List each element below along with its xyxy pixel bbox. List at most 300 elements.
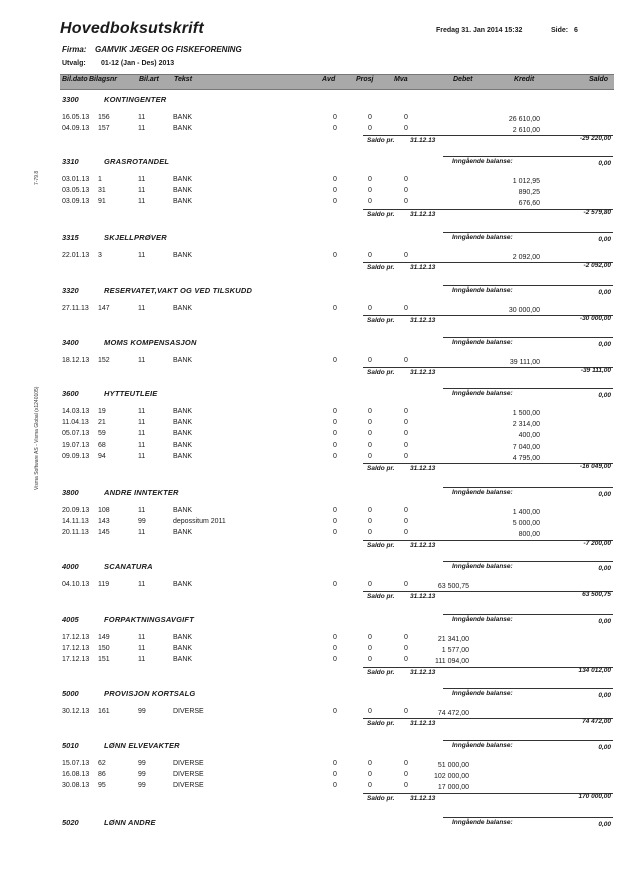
row-avd: 0 [333,187,337,195]
row-prosj: 0 [368,441,372,449]
account-name: RESERVATET,VAKT OG VED TILSKUDD [104,286,253,295]
row-text: BANK [173,634,193,641]
balance-rule [443,388,613,389]
col-prosj: Prosj [356,76,374,83]
saldo-label: Saldo pr. [367,137,395,145]
row-mva: 0 [404,252,408,259]
saldo-label: Saldo pr. [367,264,395,272]
row-mva: 0 [404,518,408,526]
row-date: 15.07.13 [62,760,90,767]
saldo-rule [363,793,613,794]
account-number: 3600 [62,389,79,398]
row-debet: 17 000,00 [437,784,469,792]
row-mva: 0 [404,708,408,715]
row-mva: 0 [404,125,408,133]
row-voucher-type: 11 [138,176,146,183]
saldo-value: -7 200,00 [583,539,611,547]
row-avd: 0 [333,441,337,449]
saldo-label: Saldo pr. [367,720,395,728]
saldo-date: 31.12.13 [410,369,436,377]
row-prosj: 0 [368,782,372,790]
row-date: 03.09.13 [62,198,90,206]
opening-balance-label: Inngående balanse: [452,489,513,496]
balance-rule [443,561,613,562]
saldo-value: -30 000,00 [579,315,611,323]
row-voucher-type: 99 [138,518,146,526]
saldo-value: -39 111,00 [580,367,611,375]
saldo-value: -2 092,00 [583,262,611,270]
row-avd: 0 [333,708,337,715]
saldo-value: 74 472,00 [582,718,611,726]
row-avd: 0 [333,656,337,664]
row-voucher-no: 143 [98,518,110,526]
row-prosj: 0 [368,125,372,133]
saldo-label: Saldo pr. [367,465,395,472]
row-prosj: 0 [368,305,372,312]
row-voucher-type: 11 [138,441,146,449]
page-number-value: 6 [573,27,578,34]
row-date: 03.05.13 [62,187,90,195]
row-text: BANK [173,176,193,183]
row-date: 05.07.13 [62,430,90,438]
row-mva: 0 [404,760,408,767]
row-date: 30.08.13 [62,782,90,790]
row-prosj: 0 [368,430,372,438]
saldo-date: 31.12.13 [410,794,436,802]
row-avd: 0 [333,305,337,312]
row-prosj: 0 [368,176,372,183]
row-text: BANK [173,125,193,133]
saldo-date: 31.12.13 [410,137,436,145]
account-number: 5020 [62,818,79,827]
row-mva: 0 [404,305,408,312]
row-avd: 0 [333,507,337,514]
saldo-rule [363,718,613,719]
row-kredit: 26 610,00 [508,116,540,123]
row-mva: 0 [404,419,408,427]
row-text: DIVERSE [173,708,204,715]
row-voucher-no: 62 [98,760,106,767]
row-voucher-no: 68 [98,441,106,449]
account-number: 5000 [62,689,79,698]
col-tekst: Tekst [174,76,193,83]
saldo-date: 31.12.13 [410,541,436,549]
row-date: 14.11.13 [62,518,89,526]
row-text: BANK [173,187,193,195]
account-name: SCANATURA [104,562,153,571]
row-voucher-no: 94 [98,452,106,460]
row-debet: 63 500,75 [437,583,469,590]
row-date: 09.09.13 [62,452,90,460]
row-mva: 0 [404,114,408,121]
saldo-rule [363,262,613,263]
row-text: BANK [173,305,193,312]
row-date: 18.12.13 [62,357,90,364]
row-kredit: 7 040,00 [512,443,540,451]
row-voucher-no: 152 [98,357,110,364]
row-mva: 0 [404,645,408,653]
saldo-label: Saldo pr. [367,317,395,325]
saldo-date: 31.12.13 [410,593,436,601]
row-date: 16.05.13 [62,114,90,121]
row-text: BANK [173,656,193,664]
row-avd: 0 [333,430,337,438]
saldo-rule [363,591,613,592]
opening-balance-label: Inngående balanse: [452,390,513,397]
row-mva: 0 [404,581,408,588]
saldo-value: -29 220,00 [579,135,611,143]
row-voucher-type: 99 [138,782,146,790]
saldo-label: Saldo pr. [367,593,395,601]
row-voucher-type: 99 [138,760,146,767]
saldo-rule [363,463,613,464]
saldo-value: -16 049,00 [579,463,611,470]
row-prosj: 0 [368,656,372,664]
row-voucher-no: 151 [98,656,110,664]
row-voucher-no: 157 [98,125,110,133]
row-prosj: 0 [368,529,372,537]
opening-balance-value: 0,00 [598,341,611,348]
saldo-rule [363,367,613,368]
row-kredit: 890,25 [518,189,540,197]
row-voucher-type: 11 [138,430,146,438]
row-voucher-no: 19 [98,408,106,415]
row-date: 27.11.13 [62,305,89,312]
row-text: BANK [173,529,193,537]
row-voucher-no: 91 [98,198,106,206]
account-number: 5010 [62,741,79,750]
row-voucher-no: 108 [98,507,110,514]
row-date: 04.09.13 [62,125,90,133]
row-prosj: 0 [368,507,372,514]
row-avd: 0 [333,408,337,415]
row-prosj: 0 [368,357,372,364]
row-text: DIVERSE [173,760,204,767]
row-mva: 0 [404,187,408,195]
saldo-label: Saldo pr. [367,541,395,549]
row-voucher-no: 95 [98,782,106,790]
row-debet: 1 577,00 [441,647,469,655]
opening-balance-label: Inngående balanse: [452,234,513,241]
balance-rule [443,232,613,233]
row-avd: 0 [333,125,337,133]
saldo-value: 134 012,00 [578,666,611,674]
opening-balance-label: Inngående balanse: [452,690,513,697]
row-date: 11.04.13 [62,419,89,427]
saldo-label: Saldo pr. [367,210,395,218]
row-kredit: 1 400,00 [512,509,540,516]
opening-balance-label: Inngående balanse: [452,616,513,623]
row-avd: 0 [333,357,337,364]
account-number: 3315 [62,233,79,242]
row-voucher-type: 11 [138,529,146,537]
row-voucher-type: 99 [138,708,146,715]
row-prosj: 0 [368,114,372,121]
saldo-date: 31.12.13 [410,668,436,676]
margin-code: 7-79.8 [34,170,40,185]
balance-rule [443,156,613,157]
account-name: LØNN ANDRE [104,818,156,827]
row-voucher-no: 21 [98,419,106,427]
col-bilagsnr: Bilagsnr [89,76,118,83]
row-kredit: 5 000,00 [512,520,540,528]
firma-value: GAMVIK JÆGER OG FISKEFORENING [95,45,242,54]
opening-balance-value: 0,00 [598,236,611,243]
saldo-rule [363,135,613,136]
row-voucher-type: 11 [138,419,146,427]
row-prosj: 0 [368,771,372,779]
account-name: SKJELLPRØVER [104,233,167,242]
opening-balance-label: Inngående balanse: [452,742,513,749]
saldo-rule [363,209,613,210]
row-voucher-no: 59 [98,430,106,438]
row-mva: 0 [404,430,408,438]
row-voucher-type: 11 [138,656,146,664]
row-avd: 0 [333,760,337,767]
row-avd: 0 [333,771,337,779]
row-voucher-type: 11 [138,357,146,364]
opening-balance-value: 0,00 [598,160,611,167]
saldo-date: 31.12.13 [410,720,436,728]
utvalg-label: Utvalg: [62,60,86,67]
print-date: Fredag 31. Jan 2014 15:32 [436,27,523,34]
row-voucher-type: 11 [138,408,146,415]
row-text: BANK [173,198,193,206]
row-date: 14.03.13 [62,408,90,415]
row-avd: 0 [333,419,337,427]
col-bildato: Bil.dato [62,76,88,83]
row-mva: 0 [404,198,408,206]
row-text: BANK [173,252,193,259]
row-mva: 0 [404,656,408,664]
col-debet: Debet [453,76,473,83]
row-voucher-no: 161 [98,708,110,715]
row-mva: 0 [404,507,408,514]
row-voucher-type: 11 [138,452,146,460]
row-kredit: 39 111,00 [509,359,540,366]
row-text: BANK [173,357,193,364]
account-number: 4005 [62,615,79,624]
row-kredit: 4 795,00 [512,454,540,462]
row-voucher-type: 11 [138,198,146,206]
row-voucher-no: 86 [98,771,106,779]
row-avd: 0 [333,645,337,653]
row-voucher-type: 99 [138,771,146,779]
row-mva: 0 [404,634,408,641]
account-name: LØNN ELVEVAKTER [104,741,180,750]
row-mva: 0 [404,357,408,364]
row-voucher-no: 147 [98,305,110,312]
row-date: 17.12.13 [62,645,90,653]
row-prosj: 0 [368,408,372,415]
col-bilart: Bil.art [139,76,159,83]
account-number: 3300 [62,95,79,104]
row-voucher-no: 145 [98,529,110,537]
account-name: FORPAKTNINGSAVGIFT [104,615,194,624]
row-text: depossitum 2011 [173,518,226,526]
row-text: BANK [173,114,193,121]
saldo-date: 31.12.13 [410,317,436,325]
row-voucher-type: 11 [138,581,146,588]
row-avd: 0 [333,782,337,790]
opening-balance-label: Inngående balanse: [452,158,513,165]
row-avd: 0 [333,529,337,537]
row-voucher-no: 119 [98,581,110,588]
row-kredit: 1 012,95 [512,178,540,185]
row-prosj: 0 [368,518,372,526]
row-avd: 0 [333,634,337,641]
row-prosj: 0 [368,760,372,767]
saldo-rule [363,540,613,541]
opening-balance-value: 0,00 [598,821,611,828]
row-voucher-type: 11 [138,187,146,195]
account-number: 4000 [62,562,79,571]
row-voucher-type: 11 [138,645,146,653]
row-avd: 0 [333,518,337,526]
opening-balance-label: Inngående balanse: [452,339,513,346]
margin-software-note: Visma Software AS - Visma Global (x1240105) [34,386,40,490]
row-avd: 0 [333,114,337,121]
account-number: 3400 [62,338,79,347]
row-date: 16.08.13 [62,771,90,779]
account-name: MOMS KOMPENSASJON [104,338,197,347]
row-date: 22.01.13 [62,252,90,259]
row-date: 17.12.13 [62,634,90,641]
row-text: BANK [173,441,193,449]
firma-label: Firma: [62,45,87,54]
col-kredit: Kredit [514,76,535,83]
opening-balance-value: 0,00 [598,744,611,751]
row-text: BANK [173,581,193,588]
row-voucher-type: 11 [138,125,146,133]
row-text: DIVERSE [173,771,204,779]
row-mva: 0 [404,452,408,460]
row-mva: 0 [404,529,408,537]
row-voucher-no: 150 [98,645,110,653]
opening-balance-label: Inngående balanse: [452,819,513,826]
row-kredit: 2 092,00 [512,254,540,261]
row-date: 19.07.13 [62,441,90,449]
row-avd: 0 [333,452,337,460]
account-name: HYTTEUTLEIE [104,389,158,398]
row-prosj: 0 [368,252,372,259]
row-date: 20.09.13 [62,507,90,514]
row-text: BANK [173,419,193,427]
row-avd: 0 [333,581,337,588]
row-voucher-type: 11 [138,252,146,259]
page-number [551,27,578,34]
balance-rule [443,285,613,286]
saldo-date: 31.12.13 [410,465,436,472]
saldo-label: Saldo pr. [367,794,395,802]
row-avd: 0 [333,176,337,183]
row-kredit: 2 610,00 [512,127,540,135]
opening-balance-value: 0,00 [598,618,611,625]
col-avd: Avd [322,76,336,83]
row-text: BANK [173,452,193,460]
row-prosj: 0 [368,187,372,195]
opening-balance-value: 0,00 [598,692,611,699]
row-text: BANK [173,507,193,514]
row-debet: 102 000,00 [433,773,469,781]
col-mva: Mva [394,76,408,83]
opening-balance-value: 0,00 [598,289,611,296]
saldo-date: 31.12.13 [410,210,436,218]
row-voucher-type: 11 [138,114,146,121]
row-kredit: 676,60 [518,200,540,208]
balance-rule [443,487,613,488]
row-prosj: 0 [368,581,372,588]
row-date: 03.01.13 [62,176,90,183]
balance-rule [443,614,613,615]
row-kredit: 2 314,00 [512,421,540,429]
page-label: Side: [551,27,569,34]
account-number: 3310 [62,157,79,166]
account-name: PROVISJON KORTSALG [104,689,196,698]
row-mva: 0 [404,176,408,183]
row-debet: 111 094,00 [435,658,469,666]
row-avd: 0 [333,252,337,259]
row-debet: 21 341,00 [437,636,469,643]
row-prosj: 0 [368,419,372,427]
row-kredit: 400,00 [518,432,540,440]
row-prosj: 0 [368,198,372,206]
report-title: Hovedboksutskrift [60,20,204,37]
row-mva: 0 [404,771,408,779]
utvalg-value: 01-12 (Jan - Des) 2013 [101,60,175,67]
row-text: BANK [173,645,193,653]
saldo-label: Saldo pr. [367,369,395,377]
saldo-date: 31.12.13 [410,264,436,272]
row-kredit: 30 000,00 [508,307,540,314]
account-number: 3320 [62,286,79,295]
row-voucher-no: 156 [98,114,110,121]
row-voucher-no: 149 [98,634,110,641]
row-prosj: 0 [368,634,372,641]
row-mva: 0 [404,782,408,790]
row-kredit: 800,00 [518,531,540,539]
row-debet: 51 000,00 [437,762,469,769]
row-date: 30.12.13 [62,708,90,715]
row-debet: 74 472,00 [437,710,469,717]
row-kredit: 1 500,00 [512,410,540,417]
row-text: BANK [173,408,193,415]
row-mva: 0 [404,408,408,415]
col-saldo: Saldo [589,76,609,83]
opening-balance-value: 0,00 [598,491,611,498]
balance-rule [443,688,613,689]
row-voucher-type: 11 [138,634,146,641]
balance-rule [443,817,613,818]
row-text: DIVERSE [173,782,204,790]
row-date: 17.12.13 [62,656,90,664]
row-prosj: 0 [368,645,372,653]
account-name: KONTINGENTER [104,95,167,104]
row-mva: 0 [404,441,408,449]
account-name: ANDRE INNTEKTER [104,488,179,497]
row-text: BANK [173,430,193,438]
row-voucher-no: 3 [98,252,102,259]
row-voucher-no: 1 [98,176,102,183]
saldo-value: -2 579,80 [583,208,611,216]
saldo-value: 63 500,75 [582,591,611,599]
row-prosj: 0 [368,452,372,460]
row-voucher-type: 11 [138,507,146,514]
row-prosj: 0 [368,708,372,715]
row-date: 20.11.13 [62,529,89,537]
opening-balance-label: Inngående balanse: [452,287,513,294]
opening-balance-value: 0,00 [598,392,611,399]
